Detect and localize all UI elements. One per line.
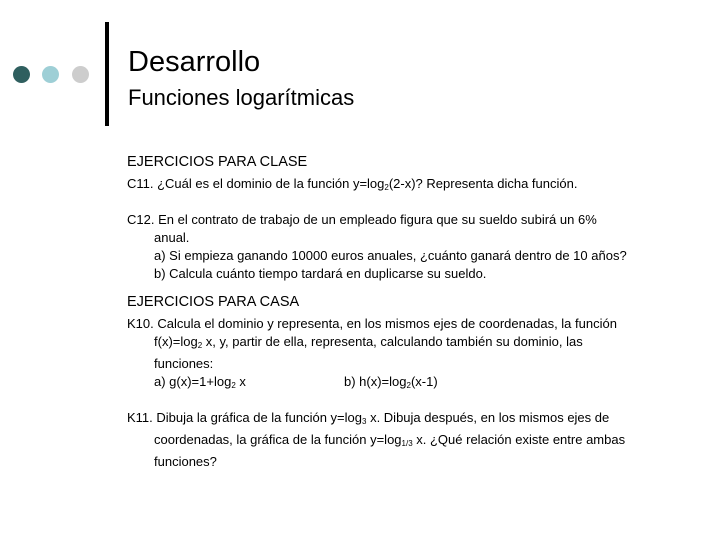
k10-a-sub: 2 <box>231 381 236 390</box>
k11-l2-pre: coordenadas, la gráfica de la función y=log <box>154 432 402 447</box>
k11-line1 <box>127 409 687 431</box>
dot-dark <box>13 66 30 83</box>
page-title: Desarrollo <box>128 46 261 78</box>
dot-gray <box>72 66 89 83</box>
k11-line3: funciones? <box>154 454 217 469</box>
exercise-c11 <box>127 175 687 197</box>
c12-part-b: b) Calcula cuánto tiempo tardará en duplicarse su sueldo. <box>154 266 487 281</box>
dot-teal <box>42 66 59 83</box>
k10-b-post: (x-1) <box>410 374 438 389</box>
exercise-k10 <box>127 315 687 395</box>
k10-b-sub: 2 <box>406 381 411 390</box>
c11-subscript: 2 <box>384 183 389 192</box>
k10-l2-post: x, y, partir de ella, representa, calculando también su dominio, las <box>202 334 583 349</box>
k10-options <box>127 373 687 395</box>
c12-line2: anual. <box>154 230 190 245</box>
k10-b-pre: b) h(x)=log <box>344 374 407 389</box>
k11-l1-sub: 3 <box>362 417 367 426</box>
c12-line1: C12. En el contrato de trabajo de un empleado figura que su sueldo subirá un 6% <box>127 212 597 227</box>
page-subtitle: Funciones logarítmicas <box>128 85 355 110</box>
c11-text-pre: C11. ¿Cuál es el dominio de la función y=log <box>127 176 385 191</box>
section-heading-clase: EJERCICIOS PARA CLASE <box>127 154 308 170</box>
k10-option-b <box>344 374 438 389</box>
section-heading-casa: EJERCICIOS PARA CASA <box>127 294 300 310</box>
k11-line2 <box>127 431 687 453</box>
k10-l2-pre: f(x)=log <box>154 334 198 349</box>
k10-option-a <box>154 373 344 395</box>
title-divider <box>105 22 109 126</box>
c12-part-a: a) Si empieza ganando 10000 euros anuales, ¿cuánto ganará dentro de 10 años? <box>154 248 627 263</box>
k10-line1: K10. Calcula el dominio y representa, en los mismos ejes de coordenadas, la función <box>127 316 617 331</box>
k11-l1-post: x. Dibuja después, en los mismos ejes de <box>366 410 610 425</box>
k11-l1-pre: K11. Dibuja la gráfica de la función y=log <box>127 410 362 425</box>
k10-line2 <box>127 333 687 355</box>
exercise-c12 <box>127 211 687 283</box>
slide-content <box>127 153 687 485</box>
exercise-k11 <box>127 409 687 471</box>
k10-a-pre: a) g(x)=1+log <box>154 374 232 389</box>
k11-l2-post: x. ¿Qué relación existe entre ambas <box>412 432 626 447</box>
k10-line3: funciones: <box>154 356 214 371</box>
c11-text-post: (2-x)? Representa dicha función. <box>388 176 578 191</box>
k11-l2-sub: 1/3 <box>401 439 413 448</box>
k10-l2-sub: 2 <box>197 341 203 350</box>
k10-a-post: x <box>235 374 246 389</box>
